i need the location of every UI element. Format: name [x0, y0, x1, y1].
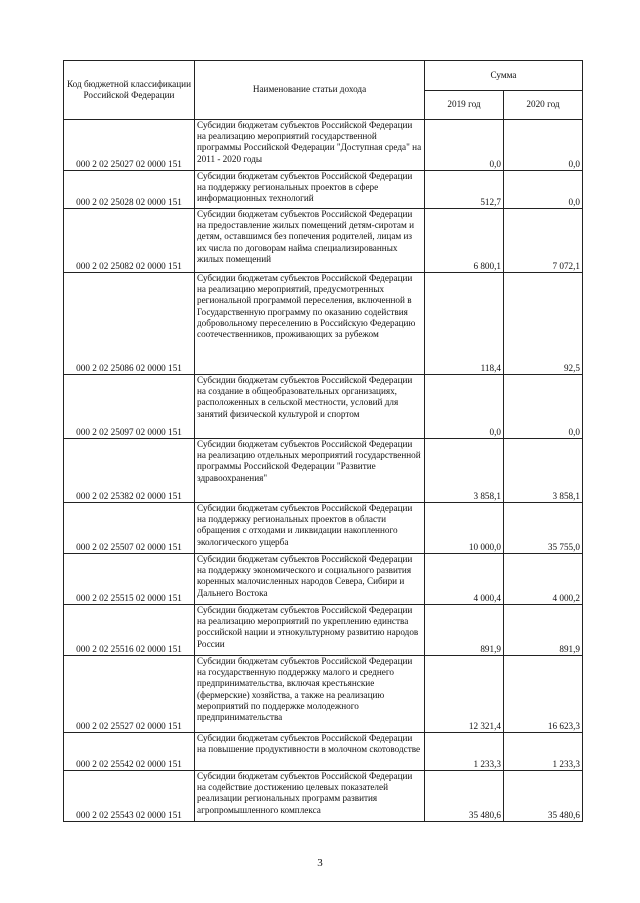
header-name: Наименование статьи дохода	[195, 61, 425, 120]
row-code: 000 2 02 25082 02 0000 151	[64, 209, 195, 273]
row-amount-2020: 891,9	[504, 605, 583, 656]
row-code: 000 2 02 25028 02 0000 151	[64, 171, 195, 209]
table-row	[64, 605, 583, 656]
row-amount-2019: 6 800,1	[425, 209, 504, 273]
row-amount-2019: 12 321,4	[425, 656, 504, 733]
row-name: Субсидии бюджетам субъектов Российской Федерации на создание в общеобразовательных организациях, расположенных в сельской местности, условий для занятий физической культурой и спортом	[195, 375, 425, 439]
header-sum: Сумма	[425, 61, 583, 91]
row-amount-2020: 92,5	[504, 273, 583, 375]
revenue-table	[63, 60, 583, 822]
row-amount-2020: 0,0	[504, 120, 583, 171]
table-row	[64, 375, 583, 439]
table-row	[64, 733, 583, 771]
row-amount-2019: 4 000,4	[425, 554, 504, 605]
row-code: 000 2 02 25515 02 0000 151	[64, 554, 195, 605]
row-name: Субсидии бюджетам субъектов Российской Федерации на реализацию отдельных мероприятий государственной программы Российской Федерации "Развитие здравоохранения"	[195, 439, 425, 503]
row-name: Субсидии бюджетам субъектов Российской Федерации на поддержку региональных проектов в сфере информационных технологий	[195, 171, 425, 209]
table-row	[64, 503, 583, 554]
header-year-2019: 2019 год	[425, 91, 504, 120]
row-amount-2019: 3 858,1	[425, 439, 504, 503]
row-code: 000 2 02 25097 02 0000 151	[64, 375, 195, 439]
row-code: 000 2 02 25086 02 0000 151	[64, 273, 195, 375]
row-name: Субсидии бюджетам субъектов Российской Федерации на реализацию мероприятий, предусмотренных региональной программой переселения, включенной в Государственную программу по оказанию содействия добровольному переселению в Российскую Федерацию соотечественников, проживающих за рубежом	[195, 273, 425, 375]
table-row	[64, 120, 583, 171]
row-amount-2019: 118,4	[425, 273, 504, 375]
row-amount-2020: 0,0	[504, 375, 583, 439]
header-year-2020: 2020 год	[504, 91, 583, 120]
table-row	[64, 656, 583, 733]
row-code: 000 2 02 25527 02 0000 151	[64, 656, 195, 733]
row-amount-2020: 4 000,2	[504, 554, 583, 605]
row-name: Субсидии бюджетам субъектов Российской Федерации на содействие достижению целевых показателей реализации региональных программ развития агропромышленного комплекса	[195, 771, 425, 822]
row-amount-2019: 0,0	[425, 375, 504, 439]
header-code: Код бюджетной классификации Российской Федерации	[64, 61, 195, 120]
row-name: Субсидии бюджетам субъектов Российской Федерации на реализацию мероприятий по укреплению единства российской нации и этнокультурному развитию народов России	[195, 605, 425, 656]
row-code: 000 2 02 25516 02 0000 151	[64, 605, 195, 656]
row-code: 000 2 02 25382 02 0000 151	[64, 439, 195, 503]
table-row	[64, 771, 583, 822]
row-name: Субсидии бюджетам субъектов Российской Федерации на повышение продуктивности в молочном скотоводстве	[195, 733, 425, 771]
table-row	[64, 439, 583, 503]
row-name: Субсидии бюджетам субъектов Российской Федерации на реализацию мероприятий государственной программы Российской Федерации "Доступная среда" на 2011 - 2020 годы	[195, 120, 425, 171]
table-row	[64, 554, 583, 605]
row-amount-2020: 35 480,6	[504, 771, 583, 822]
row-amount-2019: 512,7	[425, 171, 504, 209]
table-body	[64, 120, 583, 822]
row-code: 000 2 02 25507 02 0000 151	[64, 503, 195, 554]
table-row	[64, 171, 583, 209]
row-amount-2020: 0,0	[504, 171, 583, 209]
row-code: 000 2 02 25542 02 0000 151	[64, 733, 195, 771]
row-amount-2019: 1 233,3	[425, 733, 504, 771]
row-amount-2019: 10 000,0	[425, 503, 504, 554]
row-name: Субсидии бюджетам субъектов Российской Федерации на предоставление жилых помещений детям-сиротам и детям, оставшимся без попечения родителей, лицам из их числа по договорам найма специализированных жилых помещений	[195, 209, 425, 273]
row-amount-2019: 891,9	[425, 605, 504, 656]
row-amount-2020: 35 755,0	[504, 503, 583, 554]
row-amount-2020: 3 858,1	[504, 439, 583, 503]
row-code: 000 2 02 25027 02 0000 151	[64, 120, 195, 171]
page-number: 3	[317, 857, 323, 869]
row-code: 000 2 02 25543 02 0000 151	[64, 771, 195, 822]
table-row	[64, 209, 583, 273]
row-amount-2019: 35 480,6	[425, 771, 504, 822]
table-row	[64, 273, 583, 375]
row-amount-2019: 0,0	[425, 120, 504, 171]
row-name: Субсидии бюджетам субъектов Российской Федерации на поддержку экономического и социального развития коренных малочисленных народов Севера, Сибири и Дальнего Востока	[195, 554, 425, 605]
row-name: Субсидии бюджетам субъектов Российской Федерации на поддержку региональных проектов в области обращения с отходами и ликвидации накопленного экологического ущерба	[195, 503, 425, 554]
row-amount-2020: 7 072,1	[504, 209, 583, 273]
row-name: Субсидии бюджетам субъектов Российской Федерации на государственную поддержку малого и среднего предпринимательства, включая крестьянские (фермерские) хозяйства, а также на реализацию мероприятий по поддержке молодежного предпринимательства	[195, 656, 425, 733]
row-amount-2020: 16 623,3	[504, 656, 583, 733]
row-amount-2020: 1 233,3	[504, 733, 583, 771]
